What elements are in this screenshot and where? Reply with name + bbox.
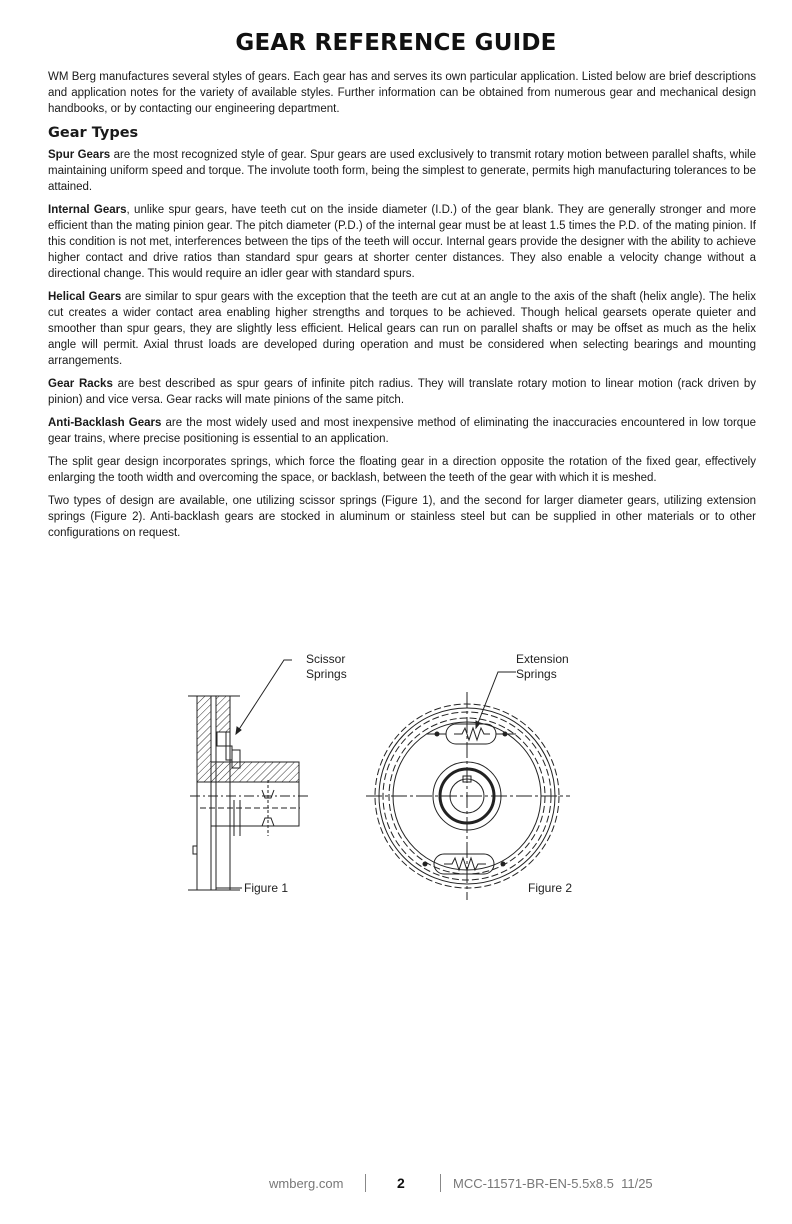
footer-divider — [365, 1174, 366, 1192]
helical-gears-text: are similar to spur gears with the exception that the teeth are cut at an angle to the axis of the shaft (helix angle). The helix cut creates a wider contact area enabling higher strengths and torques to be achieved. Though helical gearsets operate quieter and smoother than spur gears, they are slightly less efficient. Helical gears can run on parallel shafts or may be offset as much as the helix angle will permit. Axial thrust loads are developed during operation and must be considered when selecting bearings and mounting arrangements. — [48, 291, 756, 367]
footer-website: wmberg.com — [269, 1176, 344, 1191]
anti-backlash-text: are the most widely used and most inexpensive method of eliminating the inaccuracies encountered in low torque gear trains, where precise positioning is essential to an application. — [48, 417, 756, 445]
section-heading: Gear Types — [48, 125, 139, 141]
extension-springs-callout: Extension Springs — [516, 652, 569, 681]
page-title: GEAR REFERENCE GUIDE — [235, 30, 557, 56]
spur-gears-paragraph — [48, 147, 756, 195]
figure-1-drawing — [188, 660, 310, 890]
intro-paragraph: WM Berg manufactures several styles of gears. Each gear has and serves its own particular application. Listed below are brief descriptions and application notes for the variety of available styles. Further information can be obtained from numerous gear and mechanical design handbooks, or by contacting our engineering department. — [48, 71, 756, 115]
internal-gears-paragraph — [48, 202, 756, 282]
internal-gears-term: Internal Gears — [48, 204, 127, 216]
two-types-paragraph: Two types of design are available, one utilizing scissor springs (Figure 1), and the second for larger diameter gears, utilizing extension springs (Figure 2). Anti-backlash gears are stocked in aluminum or stainless steel but can be supplied in other materials or to other configurations on request. — [48, 495, 756, 539]
figure-2-drawing — [366, 672, 573, 900]
split-gear-paragraph: The split gear design incorporates springs, which force the floating gear in a direction opposite the rotation of the fixed gear, effectively enlarging the tooth width and overcoming the space, or backlash, between the teeth of the gear with which it is meshed. — [48, 456, 756, 484]
main-content — [48, 69, 756, 548]
figure-2-caption: Figure 2 — [528, 881, 573, 895]
anti-backlash-paragraph — [48, 415, 756, 447]
anti-backlash-drawings — [180, 650, 600, 900]
gear-racks-paragraph — [48, 376, 756, 408]
figure-1-caption: Figure 1 — [244, 881, 289, 895]
helical-gears-paragraph — [48, 289, 756, 369]
helical-gears-term: Helical Gears — [48, 291, 122, 303]
spur-gears-text: are the most recognized style of gear. Spur gears are used exclusively to transmit rotary motion between parallel shafts, while maintaining uniform speed and torque. The involute tooth form, being the simplest to generate, permits high manufacturing tolerances to be attained. — [48, 149, 756, 193]
gear-racks-text: are best described as spur gears of infinite pitch radius. They will translate rotary motion to linear motion (rack driven by pinion) and vice versa. Gear racks will mate pinions of the same pitch. — [48, 378, 756, 406]
spur-gears-term: Spur Gears — [48, 149, 111, 161]
figures-area — [180, 650, 600, 900]
anti-backlash-term: Anti-Backlash Gears — [48, 417, 162, 429]
scissor-springs-callout: Scissor Springs — [306, 652, 347, 681]
internal-gears-text: , unlike spur gears, have teeth cut on the inside diameter (I.D.) of the gear blank. They are generally stronger and more efficient than the mating pinion gear. The pitch diameter (P.D.) of the internal gear must be at least 1.5 times the P.D. of the mating pinion. If this condition is not met, interferences between the tips of the teeth will occur. Internal gears provide the designer with the ability to achieve higher contact and drive ratios than standard spur gears at shorter center distances. They also enable a velocity change without a directional change. This would require an idler gear with standard spurs. — [48, 204, 756, 280]
footer-doc-code: MCC-11571-BR-EN-5.5x8.5 11/25 — [453, 1176, 653, 1191]
gear-racks-term: Gear Racks — [48, 378, 113, 390]
page-footer — [0, 1174, 792, 1194]
footer-divider — [440, 1174, 441, 1192]
footer-page-number: 2 — [397, 1175, 405, 1191]
